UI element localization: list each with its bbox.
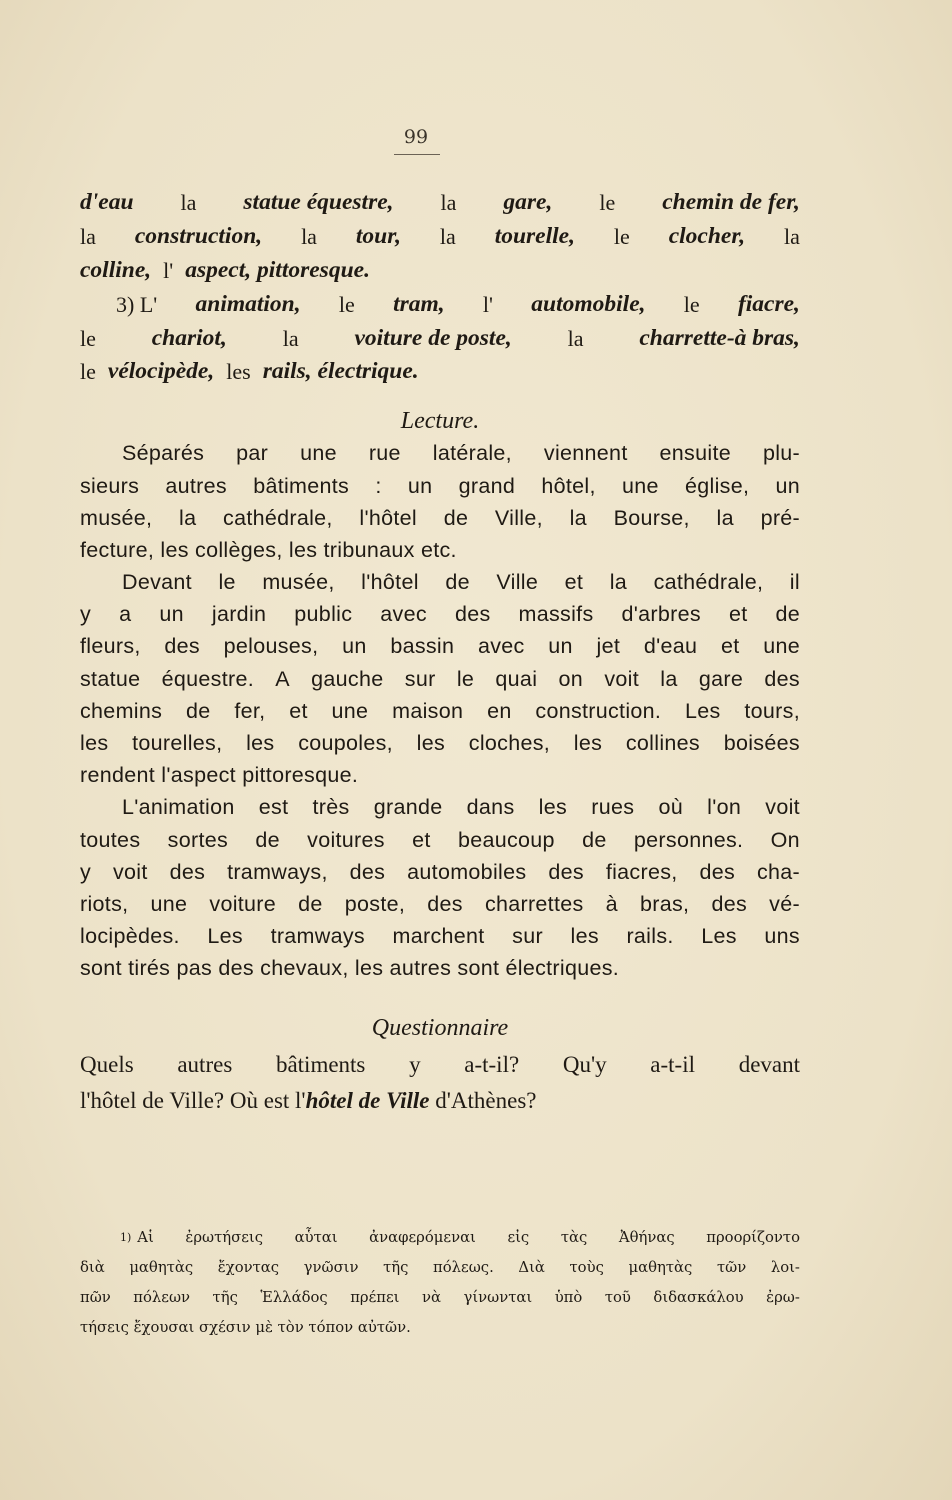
vocab-term: voiture de poste,: [354, 324, 512, 351]
vocab-term: gare,: [503, 189, 553, 215]
reading-word: de: [185, 698, 211, 723]
reading-word: où: [658, 795, 683, 820]
vocab-article: le: [613, 223, 630, 249]
reading-word: par: [236, 441, 269, 466]
vocab-term: aspect, pittoresque.: [185, 256, 370, 283]
vocab-article: la: [440, 190, 457, 215]
reading-word: un: [159, 602, 184, 627]
reading-word: massifs: [518, 602, 594, 627]
reading-word: fleurs,: [80, 634, 141, 659]
footnote-word: ἐρω-: [766, 1289, 800, 1306]
reading-word: pelouses,: [223, 634, 319, 659]
footnote-word: τοὺς: [569, 1259, 604, 1276]
reading-word: les: [570, 924, 599, 949]
reading-word: à: [605, 891, 618, 916]
vocab-article: l': [163, 257, 174, 283]
reading-word: une: [621, 473, 659, 498]
reading-word: voit: [112, 859, 148, 884]
reading-line: [80, 598, 800, 630]
reading-word: la: [179, 505, 197, 530]
reading-word: musée,: [80, 505, 153, 530]
question-line: [80, 1047, 800, 1083]
reading-word: le: [218, 570, 236, 595]
reading-line: [80, 856, 800, 888]
footnote-word: πῶν: [80, 1289, 111, 1306]
reading-word: bras,: [640, 891, 690, 916]
reading-paragraph: [80, 437, 800, 566]
reading-word: une: [300, 441, 337, 466]
reading-word: voit: [765, 795, 800, 820]
reading-line: [80, 502, 800, 534]
reading-word: de: [255, 827, 280, 852]
reading-word: et: [412, 827, 431, 852]
reading-line: [80, 888, 800, 920]
footnote-word: λοι-: [770, 1259, 800, 1276]
reading-word: la: [716, 505, 734, 530]
reading-word: un: [407, 473, 433, 498]
footnote-word: ὑπὸ: [554, 1289, 583, 1306]
reading-word: rails.: [626, 924, 674, 949]
question-text-part: d'Athènes?: [435, 1087, 537, 1113]
footnote-word: μαθητὰς: [129, 1259, 194, 1276]
reading-words: sont tirés pas des chevaux, les autres sont électriques.: [80, 956, 620, 981]
reading-word: boisées: [723, 731, 800, 756]
reading-word: viennent: [543, 441, 628, 466]
reading-word: Ville: [496, 570, 539, 595]
reading-word: l'hôtel: [361, 570, 419, 595]
reading-word: quai: [495, 666, 538, 691]
reading-words: fecture, les collèges, les tribunaux etc.: [80, 537, 457, 562]
reading-word: grand: [458, 473, 516, 498]
question-text: Quels autres bâtiments y a-t-il? Qu'y a-t-il devant: [80, 1051, 800, 1077]
vocab-line: [80, 288, 800, 322]
vocab-article: les: [226, 359, 251, 385]
reading-word: une: [331, 698, 369, 723]
reading-word: avec: [477, 634, 525, 659]
reading-word: rue: [368, 441, 401, 466]
reading-word: avec: [380, 602, 427, 627]
reading-word: y: [80, 602, 92, 627]
reading-word: jardin: [211, 602, 267, 627]
reading-word: très: [312, 795, 350, 820]
reading-paragraph: [80, 566, 800, 791]
vocab-line: [80, 186, 800, 220]
reading-word: jet: [596, 634, 621, 659]
reading-word: et: [289, 698, 308, 723]
reading-word: en: [487, 698, 512, 723]
reading-word: Les: [207, 924, 243, 949]
reading-word: tramways,: [227, 859, 328, 884]
reading-word: cha-: [756, 859, 800, 884]
reading-word: cathédrale,: [653, 570, 764, 595]
reading-word: des: [548, 859, 584, 884]
vocab-article: le: [683, 291, 700, 317]
reading-line: [80, 791, 800, 823]
reading-line: [80, 824, 800, 856]
reading-word: vé-: [769, 891, 800, 916]
reading-word: la: [660, 666, 678, 691]
reading-word: d'arbres: [621, 602, 701, 627]
reading-word: Devant: [122, 570, 192, 595]
footnote: [80, 1223, 800, 1343]
reading-word: voiture: [209, 891, 277, 916]
reading-word: latérale,: [432, 441, 512, 466]
footnote-word: νὰ: [422, 1289, 441, 1306]
reading-word: voitures: [307, 827, 385, 852]
vocab-article: la: [180, 190, 197, 215]
reading-word: marchent: [392, 924, 485, 949]
footnote-word: Ἑλλάδος: [260, 1289, 328, 1306]
reading-word: les: [416, 731, 446, 756]
heading-lecture: Lecture.: [400, 408, 480, 435]
footnote-word: τοῦ: [604, 1289, 631, 1306]
reading-word: des: [454, 602, 491, 627]
reading-word: sur: [404, 666, 436, 691]
reading-word: fer,: [234, 698, 266, 723]
reading-word: église,: [685, 473, 750, 498]
page-body: [80, 186, 800, 1119]
reading-word: on: [558, 666, 584, 691]
vocab-term: tourelle,: [494, 222, 575, 249]
reading-word: dans: [466, 795, 515, 820]
vocab-term: automobile,: [531, 290, 646, 317]
reading-word: des: [164, 634, 200, 659]
question-line: [80, 1083, 800, 1119]
vocab-article: la: [439, 223, 456, 249]
footnote-line: [80, 1313, 800, 1343]
footnote-word: διὰ: [80, 1259, 105, 1276]
questions-block: [80, 1047, 800, 1119]
reading-line: [80, 727, 800, 759]
reading-word: Séparés: [122, 441, 205, 466]
vocab-term: chemin de fer,: [662, 189, 800, 215]
reading-word: une: [763, 634, 800, 659]
reading-line: [80, 952, 800, 984]
reading-word: Les: [685, 698, 721, 723]
vocab-term: fiacre,: [737, 290, 800, 317]
footnote-word: πόλεων: [133, 1289, 191, 1306]
vocab-article: la: [784, 223, 800, 249]
reading-word: sortes: [167, 827, 229, 852]
reading-word: personnes.: [633, 827, 744, 852]
footnote-word: τῆς: [383, 1259, 409, 1276]
vocab-term: construction,: [134, 222, 263, 249]
reading-word: rues: [591, 795, 635, 820]
reading-word: des: [699, 859, 736, 884]
reading-line: [80, 534, 800, 566]
reading-word: gare: [698, 666, 744, 691]
vocab-term: statue équestre,: [243, 189, 394, 215]
page-number: 99: [403, 126, 429, 148]
header-rule: [394, 154, 440, 155]
reading-word: musée,: [262, 570, 335, 595]
reading-word: les: [80, 731, 109, 756]
reading-word: y: [80, 859, 92, 884]
footnote-word: ἔχοντας: [217, 1259, 280, 1276]
reading-word: des: [764, 666, 800, 691]
reading-word: et: [720, 634, 740, 659]
reading-word: des: [711, 891, 748, 916]
footnote-text: Αἱ ἐρωτήσεις αὗται ἀναφερόμεναι εἰς τὰς Ἀθήνας προορίζοντο: [137, 1229, 800, 1246]
reading-word: bassin: [390, 634, 455, 659]
footnote-word: μαθητὰς: [628, 1259, 693, 1276]
vocab-term: colline,: [80, 256, 152, 283]
vocab-line: [80, 220, 800, 254]
reading-word: riots,: [80, 891, 129, 916]
footnote-word: γνῶσιν: [303, 1259, 359, 1276]
footnote-word: Διὰ: [518, 1259, 545, 1276]
reading-word: collines: [625, 731, 700, 756]
reading-word: les: [538, 795, 568, 820]
reading-word: locipèdes.: [80, 924, 180, 949]
reading-word: L'animation: [122, 795, 235, 820]
reading-word: hôtel,: [541, 473, 596, 498]
reading-word: les: [573, 731, 603, 756]
reading-word: de: [582, 827, 607, 852]
reading-word: de: [443, 505, 469, 530]
vocab-term: animation,: [195, 290, 301, 317]
reading-word: et: [728, 602, 748, 627]
vocab-term: d'eau: [80, 189, 134, 215]
reading-word: Les: [701, 924, 737, 949]
heading-questionnaire: Questionnaire: [371, 1014, 509, 1041]
footnote-word: διδασκάλου: [653, 1289, 744, 1306]
reading-word: construction.: [535, 698, 662, 723]
reading-word: de: [298, 891, 323, 916]
reading-word: beaucoup: [457, 827, 555, 852]
reading-word: voit: [604, 666, 639, 691]
question-text-italic: hôtel de Ville: [305, 1087, 430, 1113]
reading-word: On: [770, 827, 800, 852]
vocab-article: la: [80, 223, 96, 249]
vocab-term: rails, électrique.: [262, 358, 419, 385]
reading-line: [80, 437, 800, 469]
vocab-term: tram,: [393, 290, 445, 317]
vocab-article: le: [80, 325, 96, 351]
vocab-article: la: [567, 325, 584, 351]
reading-word: A: [275, 666, 290, 691]
reading-word: public: [294, 602, 353, 627]
reading-word: :: [375, 473, 382, 498]
reading-word: uns: [764, 924, 800, 949]
footnote-word: πόλεως.: [433, 1259, 494, 1276]
reading-word: pré-: [760, 505, 800, 530]
reading-word: la: [569, 505, 587, 530]
reading-word: un: [548, 634, 573, 659]
reading-word: des: [169, 859, 206, 884]
reading-word: automobiles: [407, 859, 527, 884]
vocabulary-list: [80, 186, 800, 389]
vocab-article: le: [338, 291, 355, 317]
reading-word: de: [775, 602, 800, 627]
reading-word: tours,: [744, 698, 800, 723]
reading-word: des: [427, 891, 463, 916]
reading-word: gauche: [311, 666, 384, 691]
reading-text: [80, 437, 800, 984]
reading-word: statue: [80, 666, 141, 691]
reading-line: [80, 470, 800, 502]
vocab-term: tour,: [355, 222, 401, 249]
reading-line: [80, 630, 800, 662]
reading-word: Bourse,: [613, 505, 690, 530]
reading-line: [80, 695, 800, 727]
reading-word: autres: [165, 473, 227, 498]
reading-word: plu-: [762, 441, 800, 466]
reading-word: l'hôtel: [359, 505, 418, 530]
reading-line: [80, 566, 800, 598]
footnote-word: τῶν: [716, 1259, 747, 1276]
reading-word: une: [150, 891, 188, 916]
reading-word: poste,: [344, 891, 406, 916]
reading-word: de: [445, 570, 470, 595]
reading-word: tourelles,: [132, 731, 223, 756]
reading-word: fiacres,: [605, 859, 678, 884]
reading-line: [80, 663, 800, 695]
reading-word: un: [775, 473, 800, 498]
reading-word: cloches,: [468, 731, 551, 756]
question-text: [80, 1083, 537, 1119]
footnote-text: τήσεις ἔχουσαι σχέσιν μὲ τὸν τόπον αὐτῶν.: [80, 1319, 411, 1336]
reading-word: charrettes: [484, 891, 584, 916]
reading-word: grande: [373, 795, 443, 820]
reading-word: équestre.: [161, 666, 254, 691]
reading-word: le: [456, 666, 475, 691]
reading-word: un: [342, 634, 367, 659]
vocab-term: chariot,: [151, 324, 227, 351]
footnote-marker: 1): [120, 1231, 132, 1244]
vocab-line: [80, 322, 800, 356]
vocab-article: le: [80, 359, 96, 385]
reading-word: sieurs: [80, 473, 140, 498]
reading-paragraph: [80, 791, 800, 984]
reading-word: bâtiments: [253, 473, 350, 498]
reading-line: [80, 759, 800, 791]
reading-word: ensuite: [659, 441, 731, 466]
reading-word: d'eau: [643, 634, 698, 659]
reading-word: coupoles,: [298, 731, 393, 756]
vocab-line: [80, 355, 800, 389]
reading-word: des: [349, 859, 386, 884]
reading-word: la: [609, 570, 628, 595]
vocab-article: la: [282, 325, 299, 351]
reading-word: les: [246, 731, 275, 756]
footnote-line: [80, 1283, 800, 1313]
reading-word: cathédrale,: [223, 505, 333, 530]
reading-word: a: [119, 602, 132, 627]
vocab-term: vélocipède,: [107, 358, 215, 385]
footnote-word: γίνωνται: [463, 1289, 533, 1306]
footnote-word: τῆς: [212, 1289, 238, 1306]
reading-word: maison: [392, 698, 464, 723]
reading-word: est: [258, 795, 289, 820]
vocab-line: [80, 254, 800, 288]
footnote-line: [80, 1253, 800, 1283]
reading-word: Ville,: [494, 505, 543, 530]
vocab-article: le: [599, 190, 616, 215]
reading-word: l'on: [707, 795, 742, 820]
question-text-part: l'hôtel de Ville? Où est l': [80, 1087, 306, 1113]
vocab-article: l': [482, 291, 493, 317]
vocab-article: 3) L': [116, 291, 158, 317]
reading-word: chemins: [80, 698, 163, 723]
reading-word: il: [789, 570, 800, 595]
footnote-line: [80, 1223, 800, 1253]
footnote-word: πρέπει: [350, 1289, 400, 1306]
reading-word: et: [564, 570, 584, 595]
reading-line: [80, 920, 800, 952]
reading-word: sur: [512, 924, 543, 949]
vocab-term: clocher,: [668, 222, 746, 249]
vocab-article: la: [301, 223, 317, 249]
vocab-term: charrette-à bras,: [639, 324, 800, 351]
reading-words: rendent l'aspect pittoresque.: [80, 763, 359, 788]
reading-word: tramways: [270, 924, 365, 949]
reading-word: toutes: [80, 827, 141, 852]
